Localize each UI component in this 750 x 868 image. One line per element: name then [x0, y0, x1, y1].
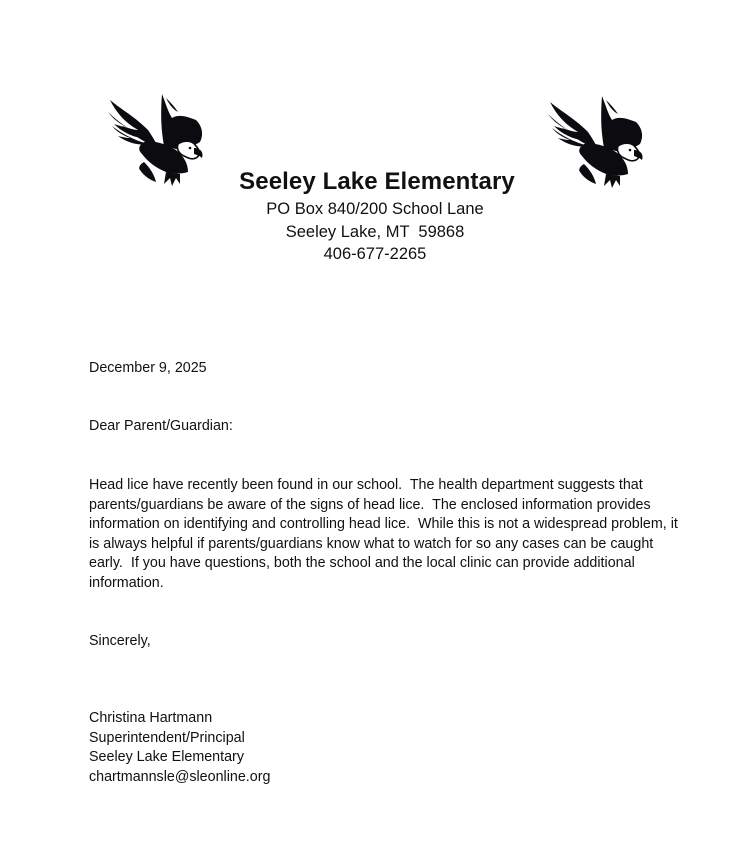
signer-email[interactable]: chartmannsle@sleonline.org — [89, 768, 271, 785]
signature-block — [89, 709, 679, 787]
letter-date: December 9, 2025 — [89, 360, 207, 376]
salutation: Dear Parent/Guardian: — [89, 418, 233, 434]
letterhead — [0, 166, 750, 266]
closing: Sincerely, — [89, 633, 151, 649]
address-line-1: PO Box 840/200 School Lane — [266, 200, 484, 218]
phone-number: 406-677-2265 — [323, 245, 427, 263]
school-name: Seeley Lake Elementary — [239, 168, 515, 195]
address-line-2: Seeley Lake, MT 59868 — [285, 222, 465, 241]
signer-school: Seeley Lake Elementary — [89, 749, 244, 765]
letter-body: Head lice have recently been found in our school. The health department suggests that parents/guardians be aware of the signs of head lice. The enclosed information provides information on identifying and controlling head lice. While this is not a widespread problem, it is always helpful if parents/guardians know what to watch for so any cases can be caught early. If you have questions, both the school and the local clinic can provide additional information. — [89, 477, 682, 591]
signer-name: Christina Hartmann — [89, 710, 213, 726]
signer-title: Superintendent/Principal — [89, 729, 245, 746]
